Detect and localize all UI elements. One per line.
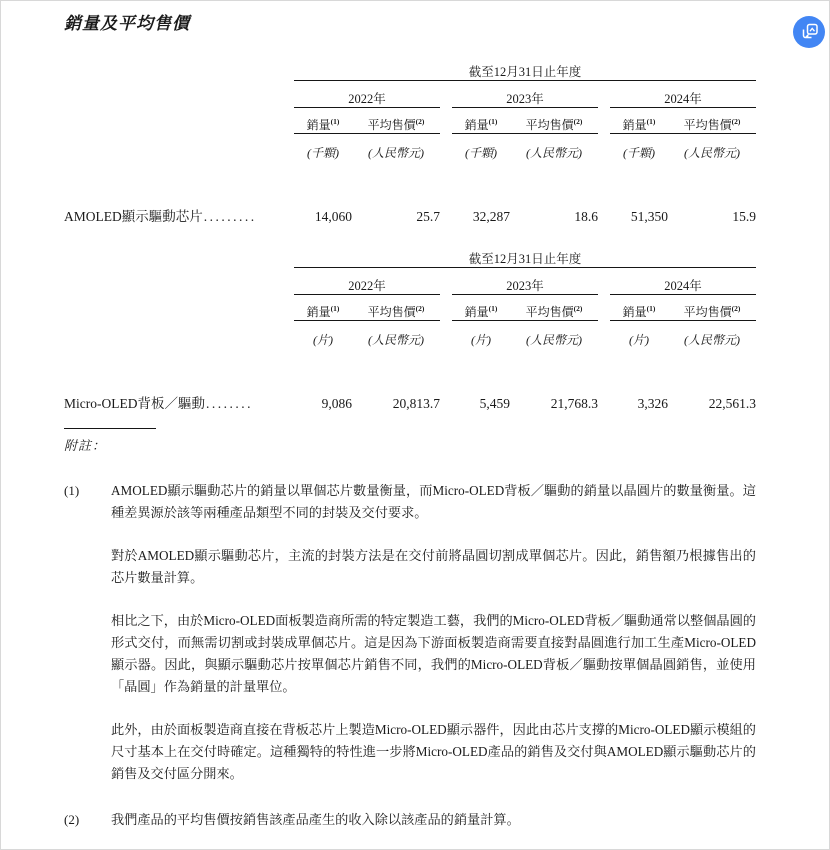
cell-value: 15.9 [732,209,757,224]
asp-unit: (人民幣元) [684,146,740,160]
translate-float-button[interactable] [793,16,825,48]
footnote-separator [64,428,156,429]
asp-header: 平均售價$^{(2)}$ [510,295,598,321]
cell-value: 18.6 [574,209,598,224]
translate-icon [799,22,819,42]
note-paragraph: 相比之下，由於Micro-OLED面板製造商所需的特定製造工藝，我們的Micro-OLED背板／驅動通常以整個晶圓的形式交付，而無需切割或封裝成單個芯片。這是因為下游面板製造商需要直接對晶圓進行加工生產Micro-OLED顯示器。因此，與顯示驅動芯片按單個芯片銷售不同，我們的Micro-OLED背板／驅動按單個晶圓銷售，並使用「晶圓」作為銷量的計量單位。 [111,613,756,694]
volume-header: 銷量$^{(1)}$ [294,295,352,321]
cell-value: 51,350 [630,209,668,224]
note-body [111,480,756,785]
page-title: 銷量及平均售價 [64,14,190,33]
amoled-sales-table [64,56,756,225]
asp-unit: (人民幣元) [368,146,424,160]
asp-unit: (人民幣元) [684,333,740,347]
volume-header: 銷量$^{(1)}$ [610,108,668,134]
asp-header: 平均售價$^{(2)}$ [668,295,756,321]
volume-header: 銷量$^{(1)}$ [610,295,668,321]
cell-value: 3,326 [637,396,668,411]
notes-section [64,480,756,831]
table-row [64,201,756,225]
cell-value: 9,086 [321,396,352,411]
cell-value: 20,813.7 [392,396,440,411]
row-label: Micro-OLED背板／驅動........ [64,396,253,411]
row-label: AMOLED顯示驅動芯片......... [64,209,257,224]
asp-unit: (人民幣元) [526,146,582,160]
volume-unit: (片) [629,333,649,347]
note-item-2 [64,809,756,831]
note-paragraph: AMOLED顯示驅動芯片的銷量以單個芯片數量衡量，而Micro-OLED背板／驅動的銷量以晶圓片的數量衡量。這種差異源於該等兩種產品類型不同的封裝及交付要求。 [111,483,756,520]
asp-header: 平均售價$^{(2)}$ [352,295,440,321]
asp-header: 平均售價$^{(2)}$ [668,108,756,134]
volume-unit: (片) [471,333,491,347]
volume-unit: (千顆) [307,146,339,160]
cell-value: 5,459 [479,396,510,411]
cell-value: 25.7 [416,209,440,224]
cell-value: 14,060 [314,209,352,224]
asp-unit: (人民幣元) [368,333,424,347]
cell-value: 21,768.3 [550,396,598,411]
volume-unit: (千顆) [623,146,655,160]
volume-unit: (片) [313,333,333,347]
note-number: (1) [64,483,80,498]
asp-header: 平均售價$^{(2)}$ [352,108,440,134]
year-header-2023: 2023年 [452,268,598,295]
year-header-2024: 2024年 [610,268,756,295]
note-paragraph: 我們產品的平均售價按銷售該產品產生的收入除以該產品的銷量計算。 [111,812,520,827]
notes-heading: 附註： [64,438,107,453]
note-item-1 [64,480,756,785]
volume-header: 銷量$^{(1)}$ [294,108,352,134]
cell-value: 32,287 [472,209,510,224]
asp-unit: (人民幣元) [526,333,582,347]
year-header-2022: 2022年 [294,81,440,108]
year-header-2022: 2022年 [294,268,440,295]
asp-header: 平均售價$^{(2)}$ [510,108,598,134]
table-row [64,388,756,412]
period-header: 截至12月31日止年度 [294,243,756,268]
period-header: 截至12月31日止年度 [294,56,756,81]
micro-oled-sales-table [64,243,756,412]
cell-value: 22,561.3 [708,396,757,411]
year-header-2023: 2023年 [452,81,598,108]
volume-header: 銷量$^{(1)}$ [452,295,510,321]
note-paragraph: 對於AMOLED顯示驅動芯片，主流的封裝方法是在交付前將晶圓切割成單個芯片。因此，銷售額乃根據售出的芯片數量計算。 [111,548,756,585]
note-number: (2) [64,812,80,827]
year-header-2024: 2024年 [610,81,756,108]
volume-header: 銷量$^{(1)}$ [452,108,510,134]
volume-unit: (千顆) [465,146,497,160]
note-paragraph: 此外，由於面板製造商直接在背板芯片上製造Micro-OLED顯示器件，因此由芯片支撐的Micro-OLED顯示模組的尺寸基本上在交付時確定。這種獨特的特性進一步將Micro-OLED產品的銷售及交付與AMOLED顯示驅動芯片的銷售及交付區分開來。 [111,722,756,781]
note-body [111,809,756,831]
